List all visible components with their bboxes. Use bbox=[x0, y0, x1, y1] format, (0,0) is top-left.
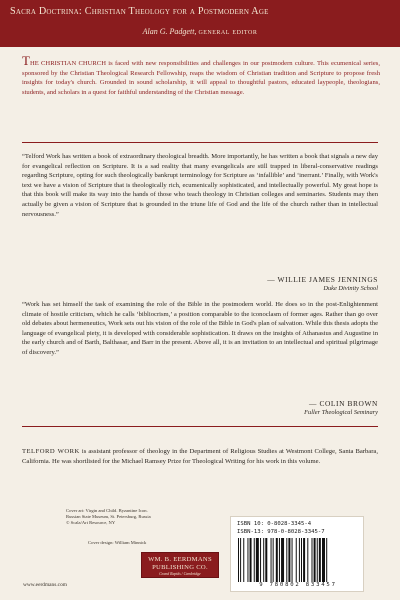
endorser-affiliation: Duke Divinity School bbox=[323, 285, 378, 292]
barcode-digits: 9 780802 833457 bbox=[259, 582, 337, 588]
credit-line: Cover art: Virgin and Child. Byzantine Icon. bbox=[66, 508, 148, 513]
divider-rule bbox=[22, 426, 378, 427]
publisher-location: Grand Rapids / Cambridge bbox=[159, 572, 201, 576]
isbn-barcode-panel bbox=[230, 516, 364, 592]
publisher-logo bbox=[141, 552, 219, 578]
author-bio-text: is assistant professor of theology in the Department of Religious Studies at Westmont College, Santa Barbara, California. He was shortlisted for the Michael Ramsey Prize for Theological Writing for his work in this volume. bbox=[22, 448, 378, 465]
series-description bbox=[22, 53, 380, 98]
series-title: Sacra Doctrina: Christian Theology for a Postmodern Age bbox=[10, 6, 269, 17]
endorser-name: — COLIN BROWN bbox=[309, 399, 378, 408]
endorser-affiliation: Fuller Theological Seminary bbox=[304, 409, 378, 416]
author-name: TELFORD WORK bbox=[22, 448, 80, 455]
series-editor bbox=[12, 27, 388, 36]
editor-name: Alan G. Padgett, bbox=[142, 27, 197, 36]
credit-line: Russian State Museum, St. Petersburg, Russia bbox=[66, 514, 151, 520]
publisher-name-line1: WM. B. EERDMANS bbox=[148, 556, 212, 563]
credit-line: © Scala/Art Resource, NY bbox=[66, 520, 116, 526]
cover-credits bbox=[66, 508, 186, 527]
endorser-name: — WILLIE JAMES JENNINGS bbox=[267, 275, 378, 284]
drop-cap: T bbox=[22, 53, 30, 68]
series-header bbox=[0, 0, 400, 47]
series-description-text: HE CHRISTIAN CHURCH is faced with new responsibilities and challenges in our postmodern culture. This ecumenical series, sponsored by the Christian Theological Research Fellowship, reaps the wisdom of Christian tradition and Scripture to propose fresh insights for today's church. Grounded in sound scholarship, it will appeal to thoughtful pastors, educated laypeople, theologians, students, and scholars in a quest for faithful understanding of the Christian message. bbox=[22, 60, 380, 97]
barcode-icon bbox=[237, 538, 359, 582]
isbn-13: ISBN-13: 978-0-8028-3345-7 bbox=[237, 529, 325, 535]
isbn-10: ISBN 10: 0-8028-3345-4 bbox=[237, 521, 312, 527]
divider-rule bbox=[22, 142, 378, 143]
publisher-name-line2: PUBLISHING CO. bbox=[152, 564, 208, 571]
endorsement-quote: “Work has set himself the task of examining the role of the Bible in the postmodern world. He does so in the post-Enlightenment climate of hostile criticism, which he calls ‘bibliocrism,’ a position comparable to the iconoclasm of former ages. Rather than go over old debates about hermeneutics, Work sets out his vision of the role of the Bible in God's plan of salvation. While this thesis adopts the language of evangelical piety, it is developed with considerable sophistication. It draws on the insights of Athanasius and Augustine in the early church and of Barth, Balthasar, and Barr in the present. Above all, it is an invitation to an intellectual and spiritual pilgrimage of discovery.” bbox=[22, 301, 378, 356]
cover-designer: Cover design: William Minnick bbox=[88, 540, 147, 545]
publisher-website: www.eerdmans.com bbox=[23, 582, 67, 588]
endorsement-quote: “Telford Work has written a book of extraordinary theological breadth. More importantly, he has written a book that signals a new day for evangelical reflection on Scripture. It is a sad reality that many evangelicals are still trapped in liberal-conservative readings regarding Scripture, opting for such theologically bankrupt terminology for Scripture as ‘infallible’ and ‘inerrant.’ Finally, with Work's text we have a vision of Scripture that is theologically rich, ecumenically sophisticated, and intellectually powerful. My great hope is that this book will make its way into the hands of those who teach theology in Christian colleges and seminaries. Students may then actually be given a vision of Scripture that is grounded in the triune life of God and the life of the church rather than in intellectual nervousness.” bbox=[22, 153, 378, 218]
author-bio bbox=[22, 447, 378, 466]
editor-role: general editor bbox=[198, 27, 258, 36]
